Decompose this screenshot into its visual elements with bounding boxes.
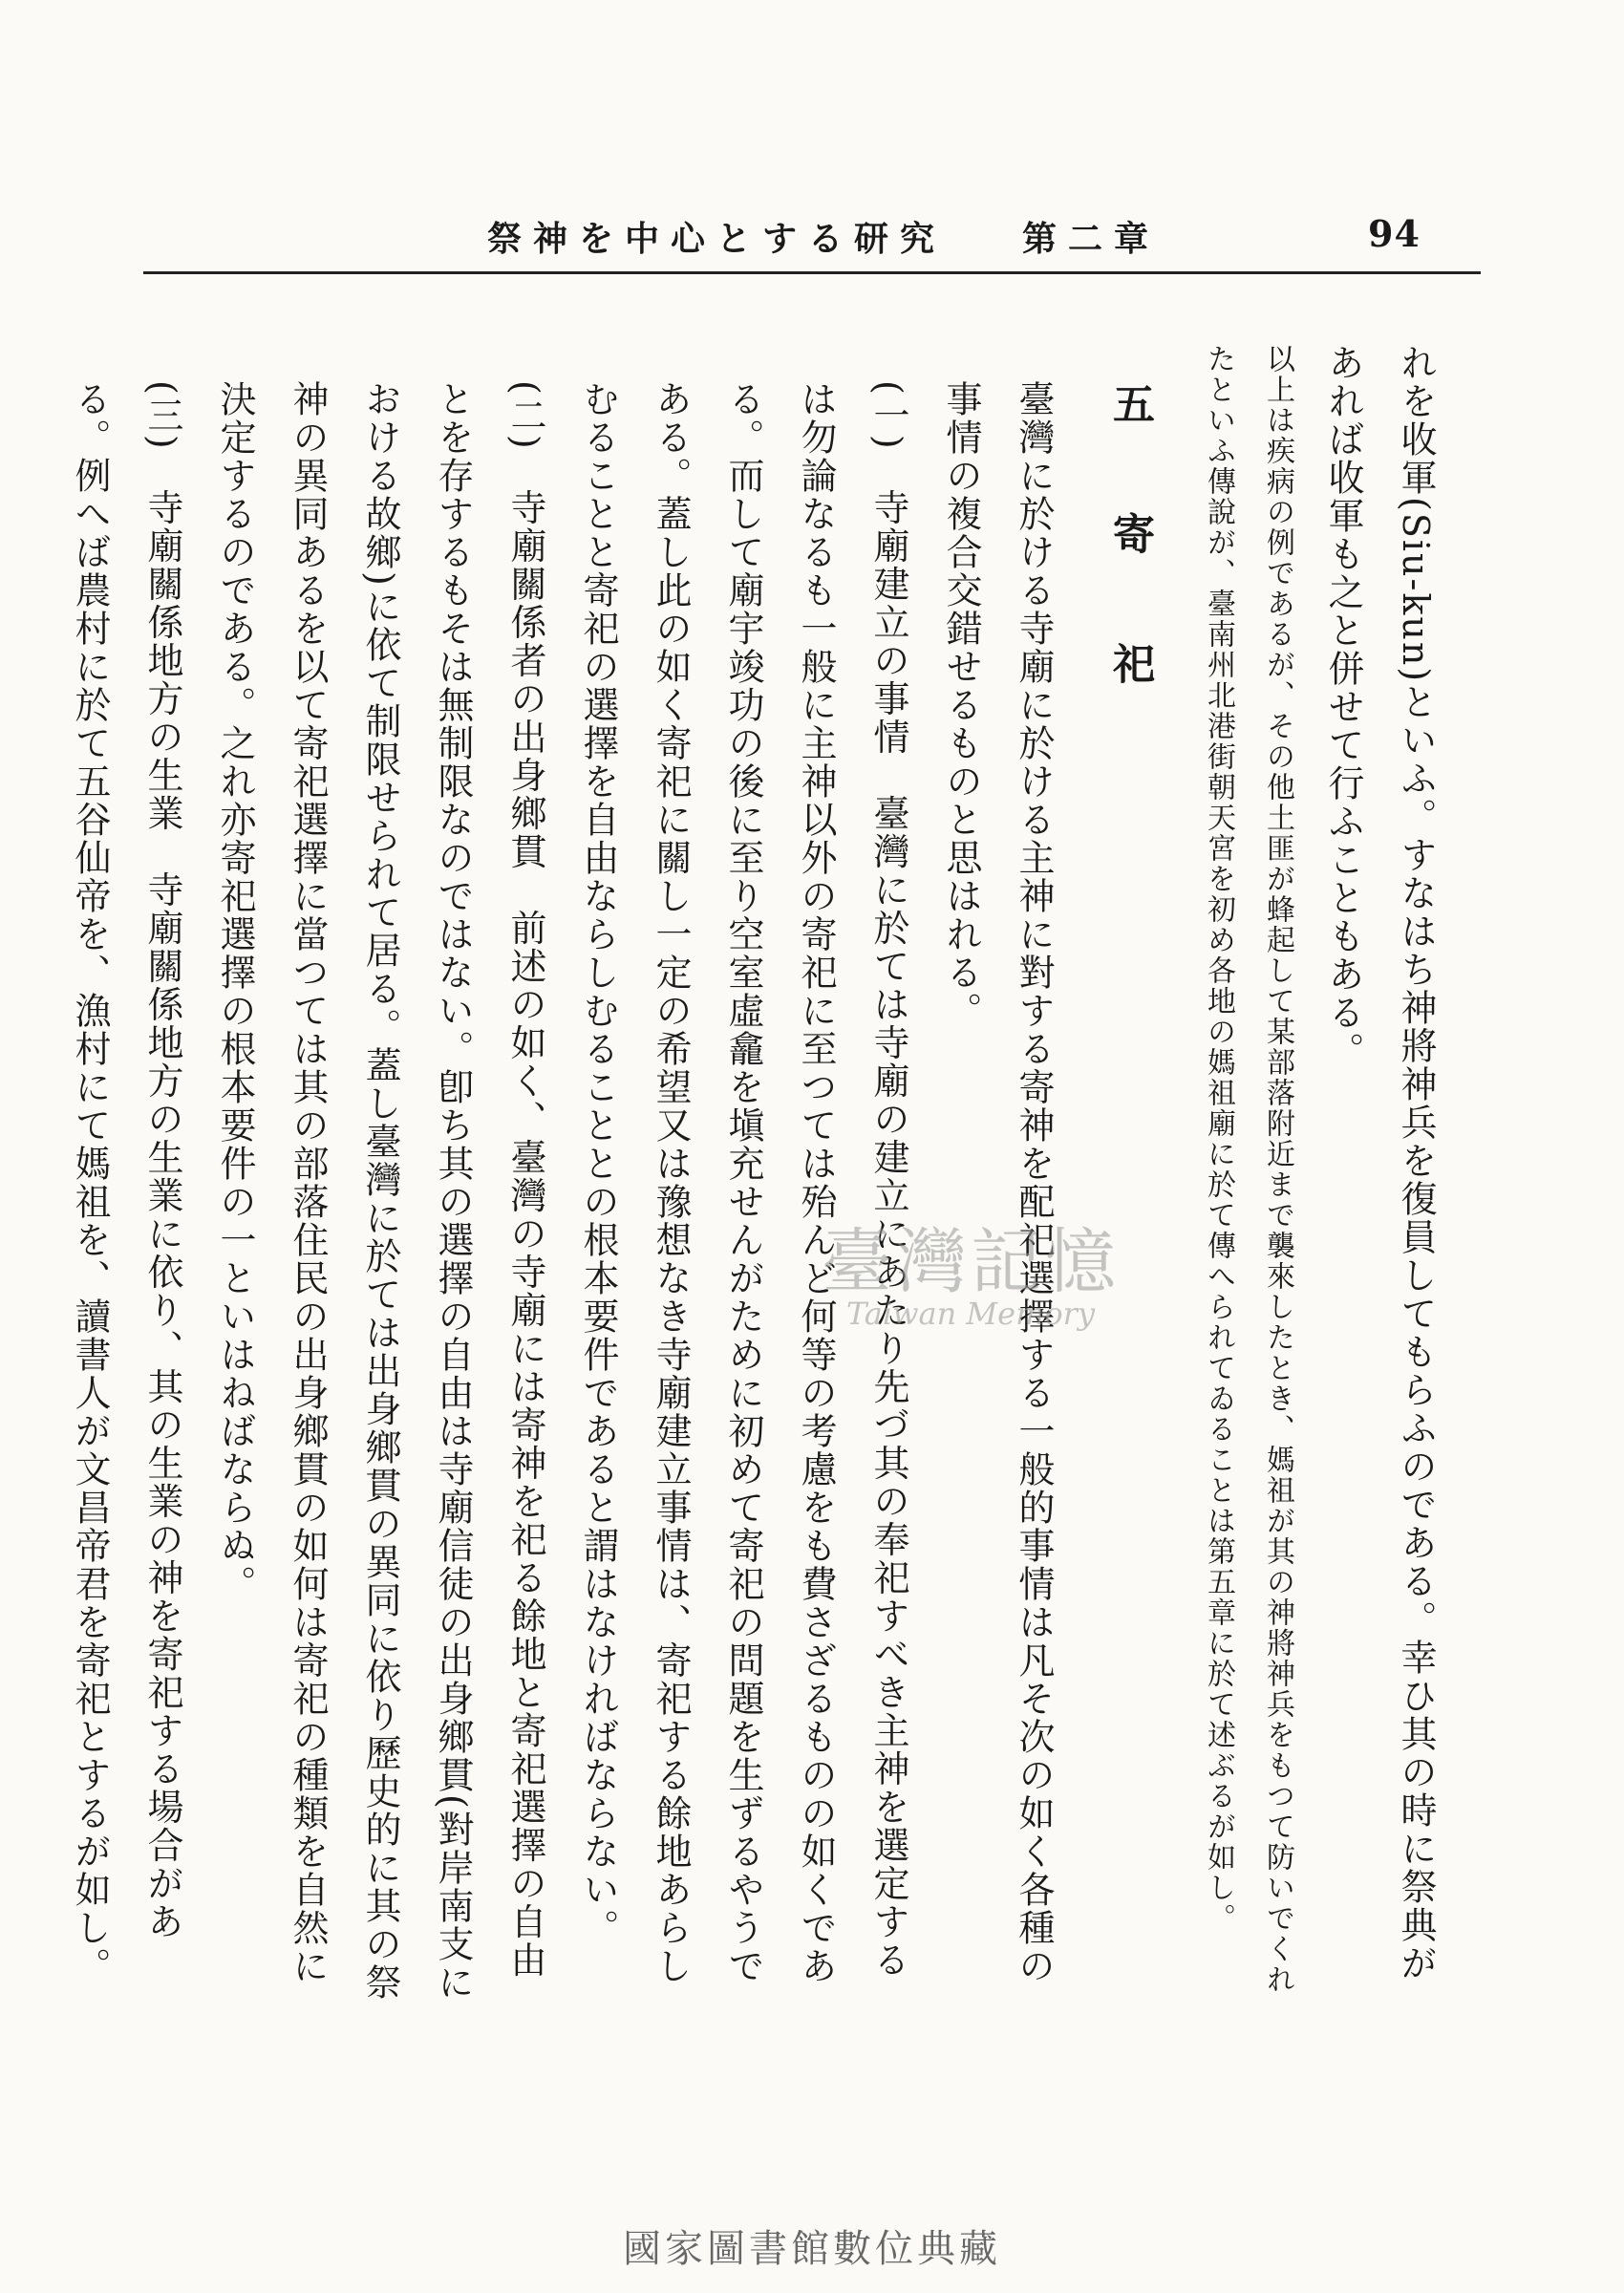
footer-label: 國家圖書館數位典藏: [623, 2227, 1001, 2271]
page-number: 94: [1368, 212, 1421, 255]
paragraph-note: 以上は疾病の例であるが、その他土匪が蜂起して某部落附近まで襲來したとき、媽祖が其の神將神兵をもつて防いでくれたといふ傳說が、臺南州北港街朝天宮を初め各地の媽祖廟に於て傳へられてゐることは第五章に於て述ぶるが如し。: [1202, 344, 1294, 1995]
watermark-en: Taiwan Memory: [845, 1296, 1096, 1332]
header-rule: [143, 271, 1481, 274]
header-chapter: 第二章: [1022, 219, 1161, 259]
paragraph-continuation: れを收軍(Siu-kun)といふ。すなはち神將神兵を復員してもらふのである。幸ひ其の時に祭典があれば收軍も之と併せて行ふこともある。: [1322, 344, 1437, 1983]
watermark: [822, 1206, 1120, 1332]
vertical-body-text: [69, 344, 1452, 2016]
running-header: [487, 212, 1160, 261]
list-item: (三) 寺廟關係地方の生業 寺廟關係地方の生業に依り、其の生業の神を寄祀する場合がある。例へば農村に於て五谷仙帝を、漁村にて媽祖を、讀書人が文昌帝君を寄祀とするが如し。: [69, 380, 183, 1985]
section-heading: 五 寄 祀: [1105, 382, 1154, 707]
list-item: (二) 寺廟關係者の出身鄉貫 前述の如く、臺灣の寺廟には寄神を祀る餘地と寄祀選擇の自由とを存するもそは無制限なのではない。卽ち其の選擇の自由は寺廟信徒の出身鄉貫(對岸南支における故鄉)に依て制限せられて居る。蓋し臺灣に於ては出身鄉貫の異同に依り歷史的に其の祭神の異同あるを以て寄祀選擇に當つては其の部落住民の出身鄉貫の如何は寄祀の種類を自然に決定するのである。之れ亦寄祀選擇の根本要件の一といはねばならぬ。: [214, 380, 546, 2002]
list-item: (一) 寺廟建立の事情 臺灣に於ては寺廟の建立にあたり先づ其の奉祀すべき主神を選定するは勿論なるも一般に主神以外の寄祀に至つては殆んど何等の考慮をも費さざるものの如くである。而して廟宇竣功の後に至り空室虛龕を塡充せんがために初めて寄祀の問題を生ずるやうである。蓋し此の如く寄祀に關し一定の希望又は豫想なき寺廟建立事情は、寄祀する餘地あらしむることと寄祀の選擇を自由ならしむることとの根本要件であると謂はなければならない。: [577, 380, 909, 1985]
watermark-cjk: 臺灣記憶: [822, 1221, 1120, 1303]
paragraph-intro: 臺灣に於ける寺廟に於ける主神に對する寄神を配祀選擇する一般的事情は凡そ次の如く各種の事情の複合交錯せるものと思はれる。: [940, 380, 1055, 1985]
header-title: 祭神を中心とする研究: [487, 219, 947, 259]
